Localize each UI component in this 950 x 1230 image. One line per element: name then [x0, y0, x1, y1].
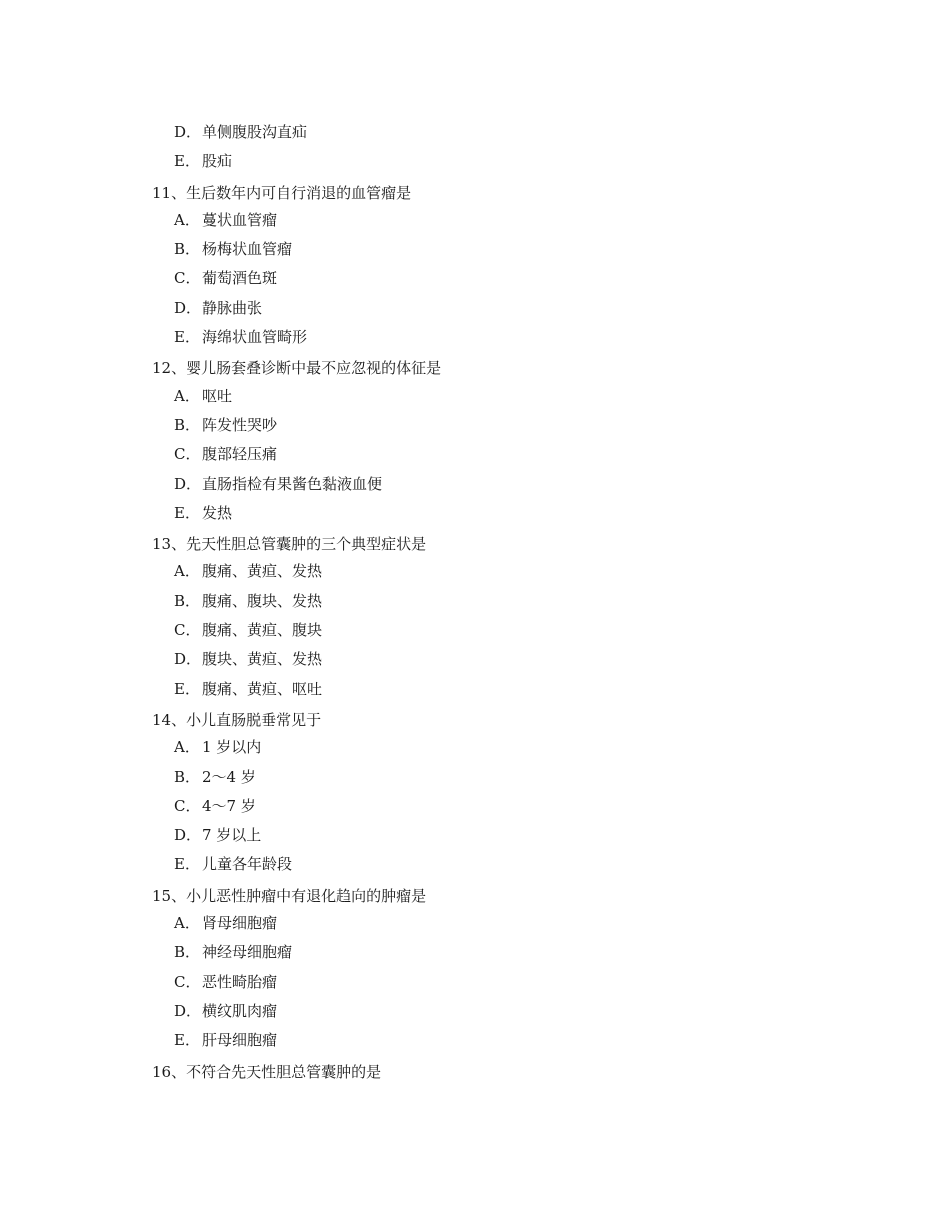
option-text: 神经母细胞瘤	[202, 943, 293, 962]
option-letter: E．	[174, 679, 200, 698]
option-line	[152, 792, 441, 821]
option-letter: D．	[174, 1001, 202, 1020]
option-text: 恶性畸胎瘤	[202, 972, 278, 991]
option-text: 4～7 岁	[202, 796, 256, 815]
option-line	[152, 968, 441, 997]
option-letter: B．	[174, 943, 201, 962]
option-line	[152, 264, 441, 293]
option-line	[152, 675, 441, 704]
option-text: 蔓状血管瘤	[202, 210, 278, 229]
option-letter: C．	[174, 445, 201, 464]
option-line	[152, 294, 441, 323]
option-text: 肝母细胞瘤	[202, 1031, 278, 1050]
option-letter: C．	[174, 796, 201, 815]
option-line	[152, 733, 441, 762]
option-text: 儿童各年龄段	[202, 855, 293, 874]
option-letter: A．	[174, 914, 200, 933]
option-letter: E．	[174, 328, 200, 347]
option-text: 海绵状血管畸形	[202, 328, 308, 347]
option-letter: A．	[174, 562, 200, 581]
option-line	[152, 1026, 441, 1055]
option-text: 静脉曲张	[202, 298, 263, 317]
option-text: 腹痛、黄疸、发热	[202, 562, 323, 581]
option-line	[152, 850, 441, 879]
option-line	[152, 909, 441, 938]
option-letter: D．	[174, 123, 202, 141]
option-line	[152, 147, 441, 176]
option-text: 呕吐	[202, 386, 233, 405]
option-text: 腹痛、腹块、发热	[202, 591, 323, 610]
option-letter: D．	[174, 826, 202, 845]
option-text: 葡萄酒色斑	[202, 269, 278, 288]
question-stem: 15、小儿恶性肿瘤中有退化趋向的肿瘤是	[152, 886, 427, 905]
option-line	[152, 499, 441, 528]
question-stem: 13、先天性胆总管囊肿的三个典型症状是	[152, 535, 427, 554]
question-stem: 14、小儿直肠脱垂常见于	[152, 710, 322, 729]
option-text: 杨梅状血管瘤	[202, 240, 293, 259]
option-letter: C．	[174, 269, 201, 288]
option-line	[152, 616, 441, 645]
option-letter: B．	[174, 767, 201, 786]
option-line	[152, 411, 441, 440]
option-letter: E．	[174, 152, 200, 171]
option-letter: A．	[174, 738, 200, 757]
question-stem: 12、婴儿肠套叠诊断中最不应忽视的体征是	[152, 359, 442, 378]
option-letter: B．	[174, 591, 201, 610]
option-line	[152, 938, 441, 967]
option-letter: C．	[174, 972, 201, 991]
option-line	[152, 440, 441, 469]
option-letter: D．	[174, 650, 202, 669]
option-line	[152, 557, 441, 586]
option-text: 7 岁以上	[202, 826, 262, 845]
question-stem: 16、不符合先天性胆总管囊肿的是	[152, 1062, 382, 1081]
question-stem: 11、生后数年内可自行消退的血管瘤是	[152, 183, 412, 202]
option-text: 2～4 岁	[202, 767, 256, 786]
option-text: 发热	[202, 503, 233, 522]
option-line	[152, 470, 441, 499]
option-letter: D．	[174, 298, 202, 317]
option-text: 肾母细胞瘤	[202, 914, 278, 933]
option-line	[152, 821, 441, 850]
option-line	[152, 118, 441, 147]
option-letter: E．	[174, 855, 200, 874]
option-letter: B．	[174, 415, 201, 434]
option-text: 直肠指检有果酱色黏液血便	[202, 474, 383, 493]
option-letter: E．	[174, 1031, 200, 1050]
option-line	[152, 997, 441, 1026]
option-letter: D．	[174, 474, 202, 493]
option-letter: E．	[174, 503, 200, 522]
option-line	[152, 323, 441, 352]
option-text: 腹部轻压痛	[202, 445, 278, 464]
option-text: 腹痛、黄疸、呕吐	[202, 679, 323, 698]
option-line	[152, 206, 441, 235]
option-text: 阵发性哭吵	[202, 415, 278, 434]
option-text: 腹块、黄疸、发热	[202, 650, 323, 669]
option-letter: A．	[174, 386, 200, 405]
option-text: 单侧腹股沟直疝	[202, 123, 308, 141]
option-letter: C．	[174, 621, 201, 640]
option-letter: B．	[174, 240, 201, 259]
option-text: 1 岁以内	[202, 738, 262, 757]
option-letter: A．	[174, 210, 200, 229]
option-line	[152, 763, 441, 792]
option-line	[152, 587, 441, 616]
option-line	[152, 235, 441, 264]
option-line	[152, 645, 441, 674]
option-text: 腹痛、黄疸、腹块	[202, 621, 323, 640]
question-list	[152, 118, 441, 1085]
option-line	[152, 382, 441, 411]
option-text: 横纹肌肉瘤	[202, 1001, 278, 1020]
option-text: 股疝	[202, 152, 233, 171]
